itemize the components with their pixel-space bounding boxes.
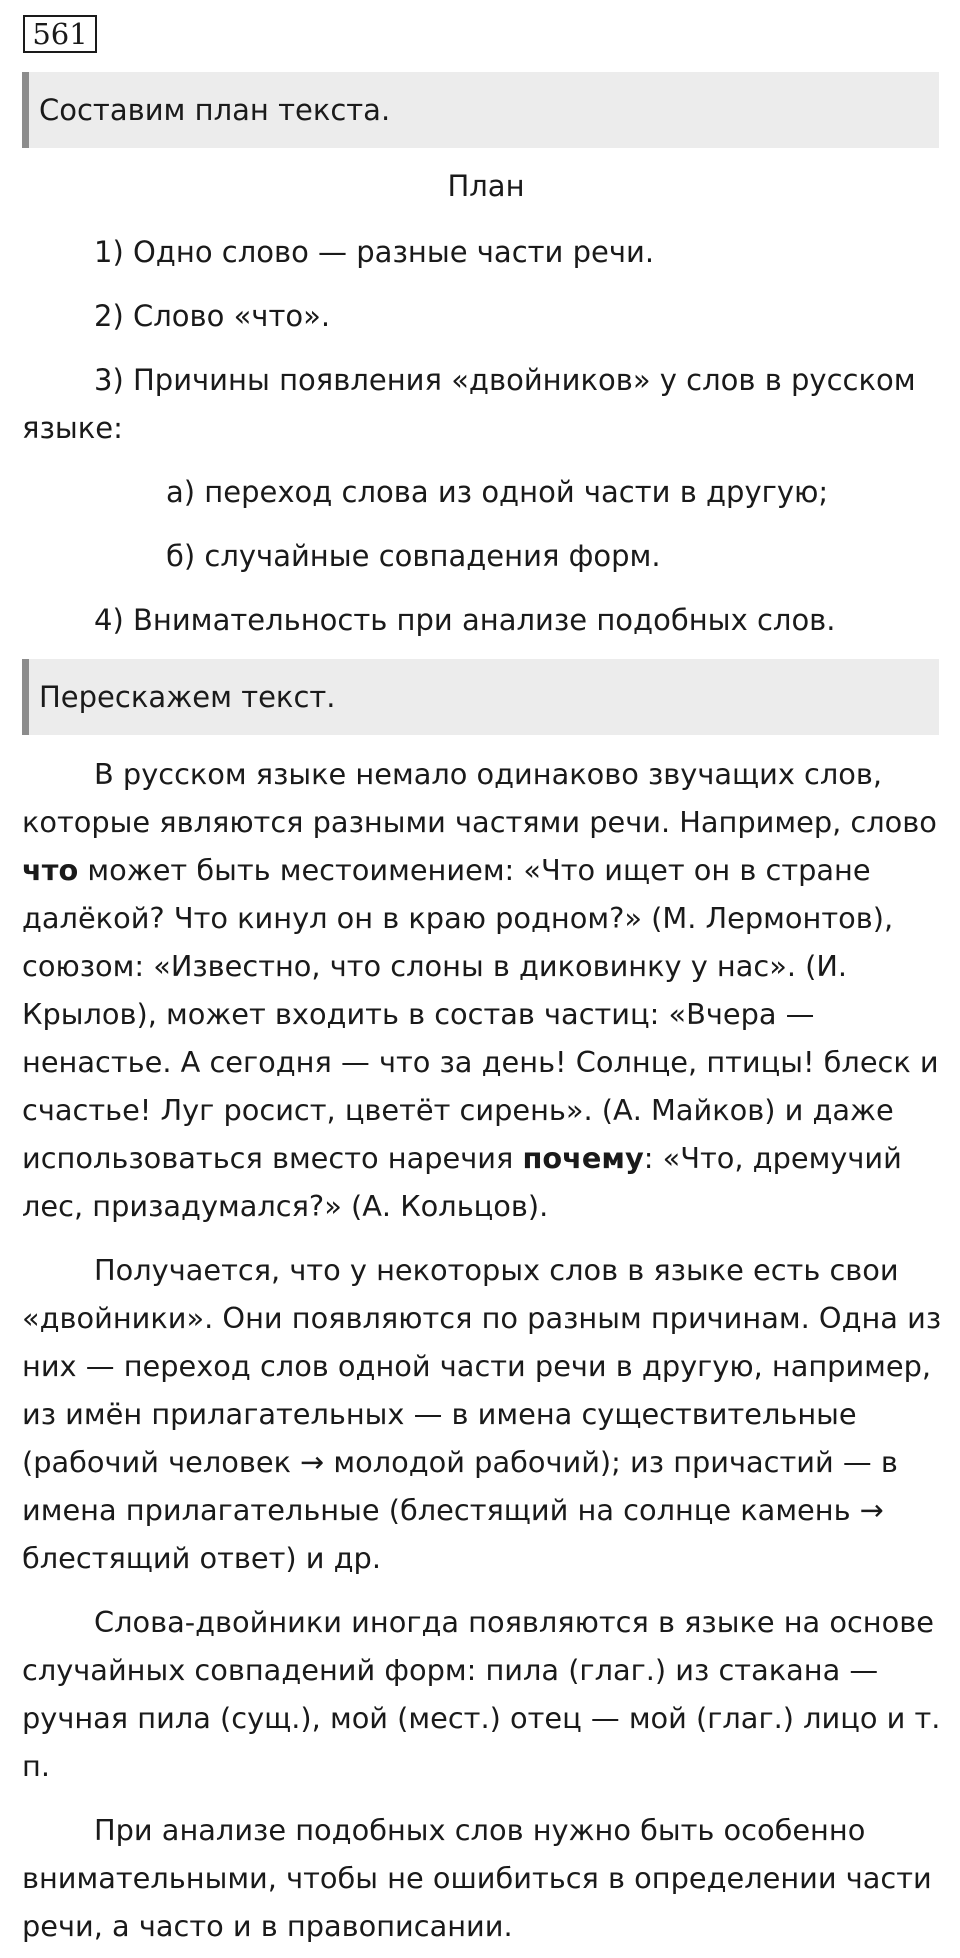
p1-line	[22, 1134, 942, 1182]
plan-title: План	[447, 169, 525, 203]
p1-line: ненастье. А сегодня — что за день! Солнце, птицы! блеск и	[22, 1045, 939, 1079]
p2-line: (рабочий человек → молодой рабочий); из причастий — в	[22, 1445, 898, 1479]
p1-line: союзом: «Известно, что слоны в диковинку у нас». (И.	[22, 949, 848, 983]
p2-line: «двойники». Они появляются по разным причинам. Одна из	[22, 1301, 942, 1335]
plan-subitem-b: б) случайные совпадения форм.	[166, 539, 661, 573]
p3-line: ручная пила (сущ.), мой (мест.) отец — мой (глаг.) лицо и т.	[22, 1701, 941, 1735]
plan-section-header: Составим план текста.	[22, 72, 939, 148]
p3-line: Слова-двойники иногда появляются в языке на основе	[94, 1605, 934, 1639]
p1-line: которые являются разными частями речи. Например, слово	[22, 805, 937, 839]
p2-line: них — переход слов одной части речи в другую, например,	[22, 1349, 932, 1383]
p4-line: При анализе подобных слов нужно быть особенно	[94, 1813, 866, 1847]
p2-line: из имён прилагательных — в имена существительные	[22, 1397, 857, 1431]
p1-line: Крылов), может входить в состав частиц: «Вчера —	[22, 997, 815, 1031]
p3-line: случайных совпадений форм: пила (глаг.) из стакана —	[22, 1653, 879, 1687]
paragraph-1	[22, 750, 942, 1230]
p1-line-text: может быть местоимением: «Что ищет он в стране	[78, 853, 871, 887]
p1-line	[22, 846, 942, 894]
p1-line-text: использоваться вместо наречия	[22, 1141, 523, 1175]
p1-line: счастье! Луг росист, цветёт сирень». (А. Майков) и даже	[22, 1093, 894, 1127]
p2-line: имена прилагательные (блестящий на солнце камень →	[22, 1493, 884, 1527]
plan-item-3-line2: языке:	[22, 411, 123, 445]
plan-item-3-line1: 3) Причины появления «двойников» у слов в русском	[94, 363, 916, 397]
p4-line: внимательными, чтобы не ошибиться в определении части	[22, 1861, 932, 1895]
p1-line: В русском языке немало одинаково звучащих слов,	[94, 757, 882, 791]
task-number: 561	[23, 15, 97, 53]
paragraph-4	[22, 1806, 942, 1950]
p4-line: речи, а часто и в правописании.	[22, 1909, 513, 1943]
plan-subitem-a: а) переход слова из одной части в другую;	[166, 475, 829, 509]
bold-word-chto: что	[22, 853, 79, 887]
plan-item-2: 2) Слово «что».	[94, 299, 331, 333]
p2-line: Получается, что у некоторых слов в языке есть свои	[94, 1253, 899, 1287]
p1-line-text: : «Что, дремучий	[643, 1141, 902, 1175]
p1-line: лес, призадумался?» (А. Кольцов).	[22, 1189, 549, 1223]
p2-line: блестящий ответ) и др.	[22, 1541, 381, 1575]
p1-line: далёкой? Что кинул он в краю родном?» (М. Лермонтов),	[22, 901, 894, 935]
retell-section-header: Перескажем текст.	[22, 659, 939, 735]
paragraph-2	[22, 1246, 942, 1582]
bold-word-pochemu: почему	[522, 1141, 644, 1175]
paragraph-3	[22, 1598, 942, 1790]
plan-item-1: 1) Одно слово — разные части речи.	[94, 235, 655, 269]
p3-line: п.	[22, 1749, 50, 1783]
plan-item-4: 4) Внимательность при анализе подобных слов.	[94, 603, 836, 637]
